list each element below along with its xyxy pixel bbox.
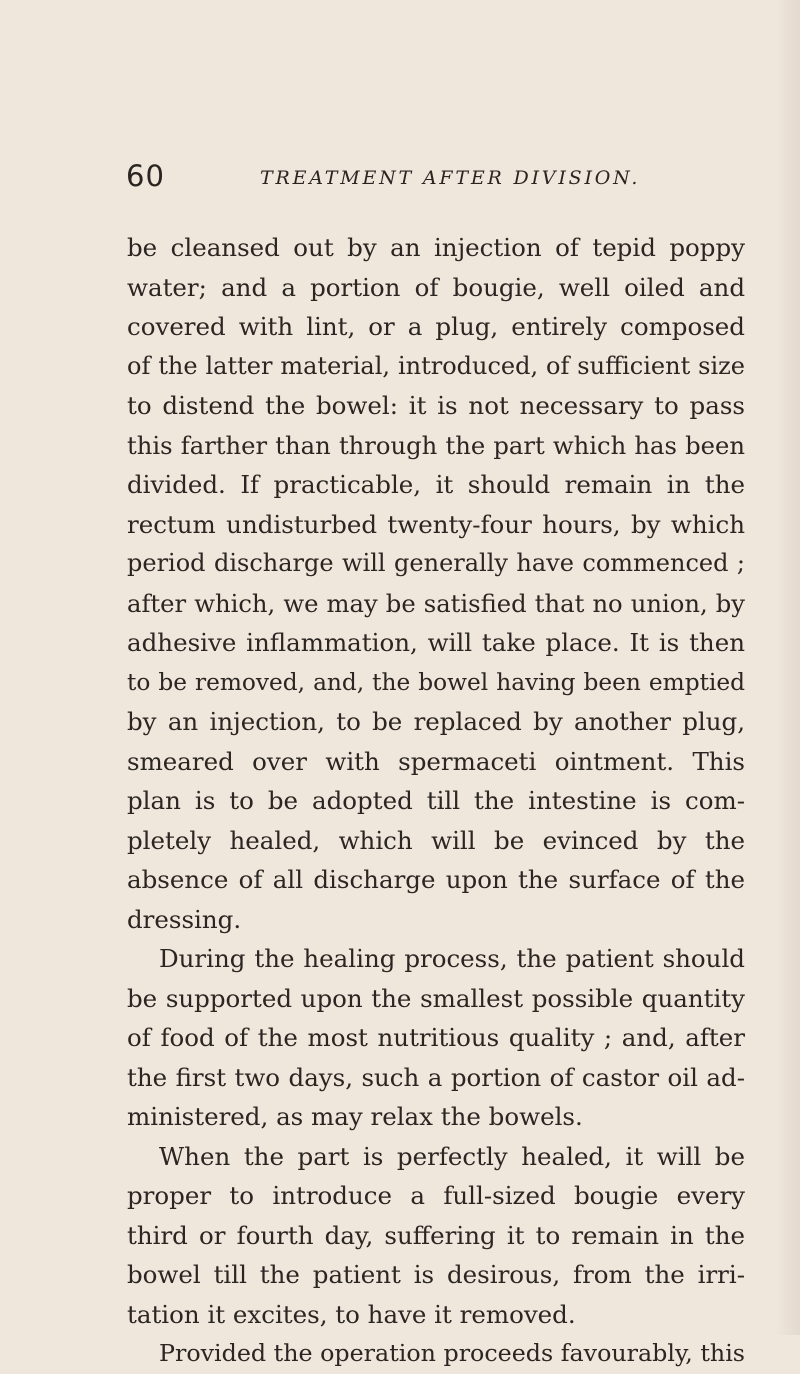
text-line: water; and a portion of bougie, well oiled and [127, 272, 745, 302]
body-text [127, 228, 745, 1374]
text-line: bowel till the patient is desirous, from the irri- [127, 1260, 745, 1289]
text-line: absence of all discharge upon the surface of the [127, 865, 745, 894]
text-line: proper to introduce a full-sized bougie every [127, 1181, 745, 1210]
text-line: this farther than through the part which has been [127, 430, 745, 460]
text-line: rectum undisturbed twenty-four hours, by which [127, 509, 745, 539]
page-number: 60 [126, 159, 165, 193]
text-line: tation it excites, to have it removed. [127, 1299, 576, 1329]
text-line: plan is to be adopted till the intestine is com- [127, 786, 745, 815]
text-line: the first two days, such a portion of castor oil ad- [127, 1062, 745, 1092]
text-line: covered with lint, or a plug, entirely composed [127, 312, 745, 341]
text-line: divided. If practicable, it should remain in the [127, 470, 745, 499]
text-line: pletely healed, which will be evinced by the [127, 825, 745, 855]
text-line: adhesive inflammation, will take place. It is then [127, 628, 745, 657]
text-line: to be removed, and, the bowel having been emptied [127, 668, 745, 696]
text-line: be cleansed out by an injection of tepid poppy [127, 233, 745, 262]
text-line: be supported upon the smallest possible quantity [127, 983, 745, 1013]
text-line: smeared over with spermaceti ointment. This [127, 746, 745, 776]
text-line: of food of the most nutritious quality ; and, after [127, 1023, 745, 1052]
text-line: period discharge will generally have commenced ; [127, 549, 745, 577]
text-line: to distend the bowel: it is not necessary to pass [127, 391, 745, 420]
text-line: Provided the operation proceeds favourably, this [159, 1339, 745, 1367]
text-line: of the latter material, introduced, of sufficient size [127, 351, 745, 380]
text-line: ministered, as may relax the bowels. [127, 1102, 583, 1131]
text-line: by an injection, to be replaced by another plug, [127, 707, 745, 736]
text-line: after which, we may be satisfied that no union, by [127, 588, 745, 618]
text-line: During the healing process, the patient should [159, 944, 745, 973]
running-head [0, 156, 800, 196]
text-line: dressing. [127, 904, 242, 934]
text-line: When the part is perfectly healed, it will be [159, 1141, 745, 1171]
running-title: TREATMENT AFTER DIVISION. [260, 167, 641, 189]
text-line: third or fourth day, suffering it to remain in the [127, 1220, 745, 1250]
